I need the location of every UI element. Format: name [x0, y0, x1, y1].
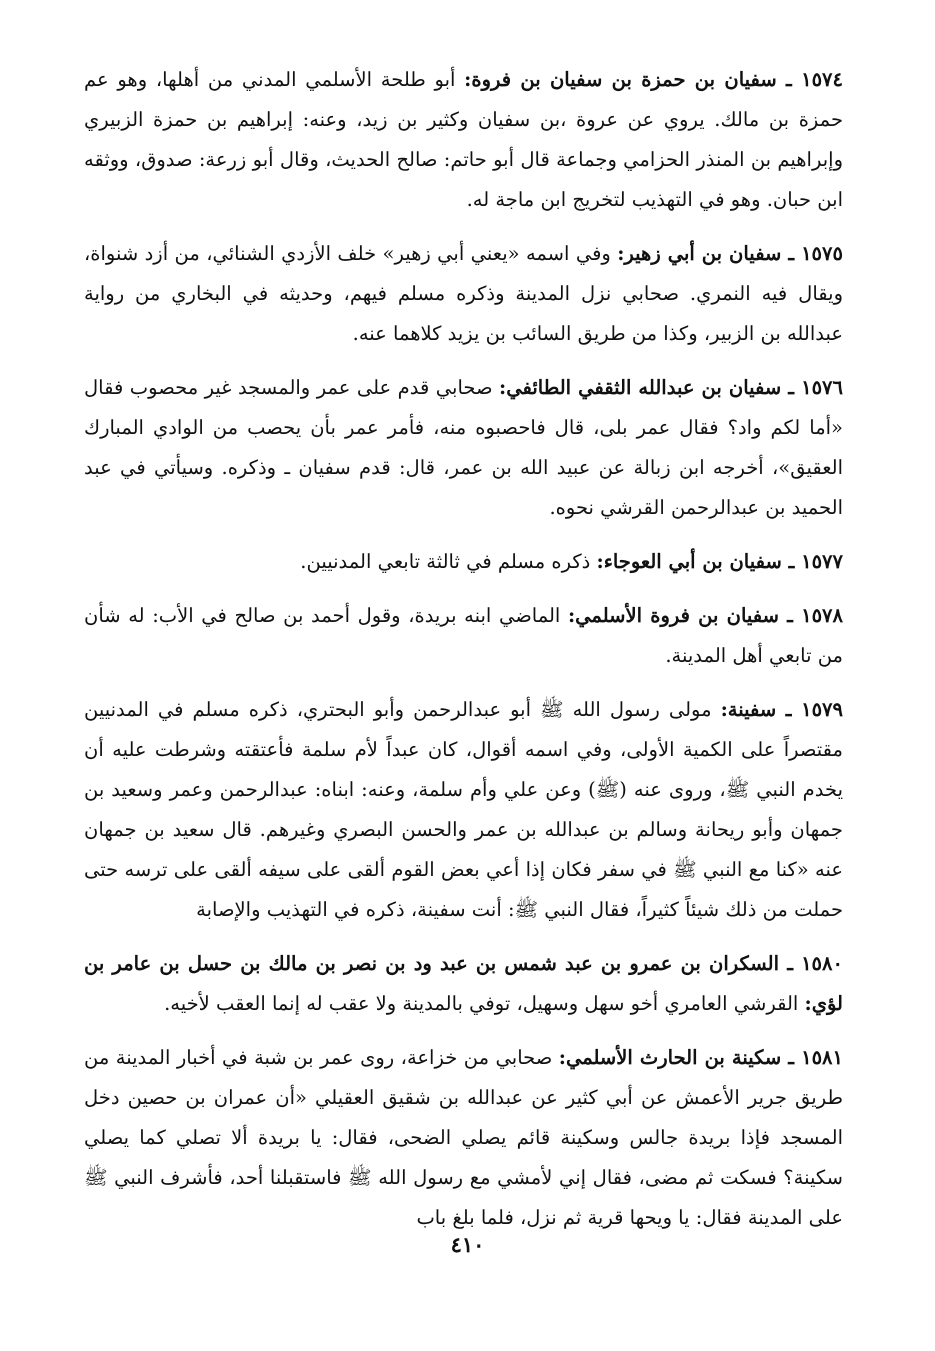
page-number: ٤١٠ [450, 1232, 485, 1257]
entry-1576: ١٥٧٦ ـ سفيان بن عبدالله الثقفي الطائفي: صحابي قدم على عمر والمسجد غير محصوب فقال «أما لكم واد؟ فقال عمر بلى، قال فاحصبوه منه، فأمر عمر بأن يحصب من الوادي المبارك العقيق»، أخرجه ابن زبالة عن عبيد الله بن عمر، قال: قدم سفيان ـ وذكره. وسيأتي في عبد الحميد بن عبدالرحمن القرشي نحوه. [84, 376, 843, 519]
entry-text: القرشي العامري أخو سهل وسهيل، توفي بالمدينة ولا عقب له إنما العقب لأخيه. [164, 992, 805, 1015]
entry-number: ١٥٧٥ [801, 242, 843, 265]
entry-1574: ١٥٧٤ ـ سفيان بن حمزة بن سفيان بن فروة: أبو طلحة الأسلمي المدني من أهلها، وهو عم حمزة بن مالك. يروي عن عروة ،بن سفيان وكثير بن زيد، وعنه: إبراهيم بن حمزة الزبيري وإبراهيم بن المنذر الحزامي وجماعة قال أبو حاتم: صالح الحديث، وقال أبو زرعة: صدوق، ووثقه ابن حبان. وهو في التهذيب لتخريج ابن ماجة له. [84, 68, 843, 211]
entry-1578: ١٥٧٨ ـ سفيان بن فروة الأسلمي: الماضي ابنه بريدة، وقول أحمد بن صالح في الأب: له شأن من تابعي أهل المدينة. [84, 604, 843, 667]
entry-number: ١٥٧٨ [801, 604, 843, 627]
entry-number: ١٥٧٦ [801, 376, 843, 399]
entry-number: ١٥٨١ [801, 1046, 843, 1069]
entry-name: سفيان بن عبدالله الثقفي الطائفي: [499, 376, 782, 399]
entry-1579: ١٥٧٩ ـ سفينة: مولى رسول الله ﷺ أبو عبدالرحمن وأبو البحتري، ذكره مسلم في المدنيين مقتصراً على الكمية الأولى، وفي اسمه أقوال، كان عبداً لأم سلمة فأعتقته وشرطت عليه أن يخدم النبي ﷺ، وروى عنه (ﷺ) وعن علي وأم سلمة، وعنه: ابناه: عبدالرحمن وعمر وسعيد بن جمهان وأبو ريحانة وسالم بن عبدالله بن عمر والحسن البصري وغيرهم. قال سعيد بن جمهان عنه «كنا مع النبي ﷺ في سفر فكان إذا أعي بعض القوم ألقى على سيفه ألقى على ترسه حتى حملت من ذلك شيئاً كثيراً، فقال النبي ﷺ: أنت سفينة، ذكره في التهذيب والإصابة [84, 698, 844, 921]
entry-1581: ١٥٨١ ـ سكينة بن الحارث الأسلمي: صحابي من خزاعة، روى عمر بن شبة في أخبار المدينة من طريق جرير الأعمش عن أبي كثير عن عبدالله بن شقيق العقيلي «أن عمران بن حصين دخل المسجد فإذا بريدة جالس وسكينة قائم يصلي الضحى، فقال: يا بريدة ألا تصلي كما يصلي سكينة؟ فسكت ثم مضى، فقال إني لأمشي مع رسول الله ﷺ فاستقبلنا أحد، فأشرف النبي ﷺ على المدينة فقال: يا ويحها قرية ثم نزل، فلما بلغ باب [84, 1046, 843, 1229]
entry-name: سفيان بن فروة الأسلمي: [567, 604, 779, 627]
entry-1577: ١٥٧٧ ـ سفيان بن أبي العوجاء: ذكره مسلم في ثالثة تابعي المدنيين. [300, 550, 843, 573]
entry-1575: ١٥٧٥ ـ سفيان بن أبي زهير: وفي اسمه «يعني أبي زهير» خلف الأزدي الشنائي، من أزد شنواة، ويقال فيه النمري. صحابي نزل المدينة وذكره مسلم فيهم، وحديثه في البخاري من رواية عبدالله بن الزبير، وكذا من طريق السائب بن يزيد كلاهما عنه. [84, 242, 843, 345]
entry-number: ١٥٧٩ [801, 698, 844, 721]
entry-text: أبو طلحة الأسلمي المدني من أهلها، وهو عم حمزة بن مالك. يروي عن عروة ،بن سفيان وكثير بن زيد، وعنه: إبراهيم بن حمزة الزبيري وإبراهيم بن المنذر الحزامي وجماعة قال أبو حاتم: صالح الحديث، وقال أبو زرعة: صدوق، ووثقه ابن حبان. وهو في التهذيب لتخريج ابن ماجة له. [84, 68, 843, 211]
entry-number: ١٥٨٠ [801, 952, 843, 975]
entry-name: سفيان بن أبي العوجاء: [596, 550, 782, 573]
entry-name: سفيان بن حمزة بن سفيان بن فروة: [464, 68, 777, 91]
entry-number: ١٥٧٤ [801, 68, 843, 91]
entry-text: صحابي من خزاعة، روى عمر بن شبة في أخبار المدينة من طريق جرير الأعمش عن أبي كثير عن عبدالله بن شقيق العقيلي «أن عمران بن حصين دخل المسجد فإذا بريدة جالس وسكينة قائم يصلي الضحى، فقال: يا بريدة ألا تصلي كما يصلي سكينة؟ فسكت ثم مضى، فقال إني لأمشي مع رسول الله ﷺ فاستقبلنا أحد، فأشرف النبي ﷺ على المدينة فقال: يا ويحها قرية ثم نزل، فلما بلغ باب [84, 1046, 843, 1229]
entry-name: سكينة بن الحارث الأسلمي: [558, 1046, 782, 1069]
entry-text: صحابي قدم على عمر والمسجد غير محصوب فقال «أما لكم واد؟ فقال عمر بلى، قال فاحصبوه منه، فأمر عمر بأن يحصب من الوادي المبارك العقيق»، أخرجه ابن زبالة عن عبيد الله بن عمر، قال: قدم سفيان ـ وذكره. وسيأتي في عبد الحميد بن عبدالرحمن القرشي نحوه. [84, 376, 843, 519]
entry-number: ١٥٧٧ [801, 550, 843, 573]
entry-name: سفينة: [720, 698, 777, 721]
entry-text: وفي اسمه «يعني أبي زهير» خلف الأزدي الشنائي، من أزد شنواة، ويقال فيه النمري. صحابي نزل المدينة وذكره مسلم فيهم، وحديثه في البخاري من رواية عبدالله بن الزبير، وكذا من طريق السائب بن يزيد كلاهما عنه. [84, 242, 843, 345]
entry-1580: ١٥٨٠ ـ السكران بن عمرو بن عبد شمس بن عبد ود بن نصر بن مالك بن حسل بن عامر بن لؤي: القرشي العامري أخو سهل وسهيل، توفي بالمدينة ولا عقب له إنما العقب لأخيه. [84, 952, 843, 1015]
entry-name: السكران بن عمرو بن عبد شمس بن عبد ود بن نصر بن مالك بن حسل بن عامر بن لؤي: [84, 952, 843, 1015]
entry-text: ذكره مسلم في ثالثة تابعي المدنيين. [300, 550, 597, 573]
entry-text: مولى رسول الله ﷺ أبو عبدالرحمن وأبو البحتري، ذكره مسلم في المدنيين مقتصراً على الكمية الأولى، وفي اسمه أقوال، كان عبداً لأم سلمة فأعتقته وشرطت عليه أن يخدم النبي ﷺ، وروى عنه (ﷺ) وعن علي وأم سلمة، وعنه: ابناه: عبدالرحمن وعمر وسعيد بن جمهان وأبو ريحانة وسالم بن عبدالله بن عمر والحسن البصري وغيرهم. قال سعيد بن جمهان عنه «كنا مع النبي ﷺ في سفر فكان إذا أعي بعض القوم ألقى على سيفه ألقى على ترسه حتى حملت من ذلك شيئاً كثيراً، فقال النبي ﷺ: أنت سفينة، ذكره في التهذيب والإصابة [84, 698, 843, 921]
entry-name: سفيان بن أبي زهير: [617, 242, 782, 265]
entry-text: الماضي ابنه بريدة، وقول أحمد بن صالح في الأب: له شأن من تابعي أهل المدينة. [84, 604, 843, 667]
